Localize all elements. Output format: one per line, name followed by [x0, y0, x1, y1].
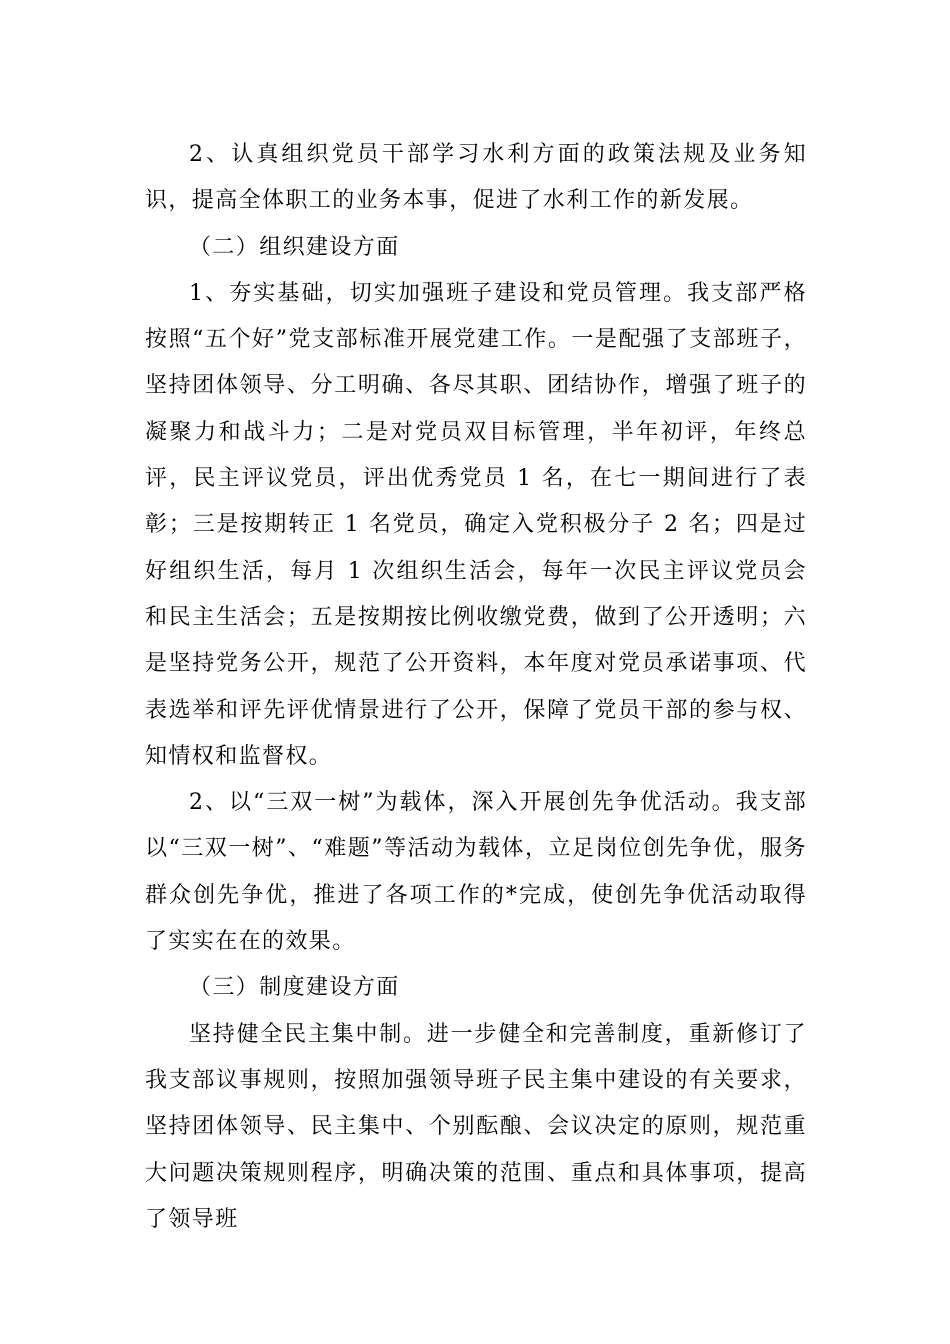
document-body [145, 132, 807, 1243]
paragraph-study-policy: 2、认真组织党员干部学习水利方面的政策法规及业务知识，提高全体职工的业务本事，促进了水利工作的新发展。 [145, 142, 807, 214]
paragraph-democratic-centralism: 坚持健全民主集中制。进一步健全和完善制度，重新修订了我支部议事规则，按照加强领导班子民主集中建设的有关要求，坚持团体领导、民主集中、个别酝酿、会议决定的原则，规范重大问题决策规则程序，明确决策的范围、重点和具体事项，提高了领导班 [145, 1021, 807, 1232]
paragraph-team-building: 1、夯实基础，切实加强班子建设和党员管理。我支部严格按照“五个好”党支部标准开展党建工作。一是配强了支部班子，坚持团体领导、分工明确、各尽其职、团结协作，增强了班子的凝聚力和战斗力；二是对党员双目标管理，半年初评，年终总评，民主评议党员，评出优秀党员 1 名，在七一期间进行了表彰；三是按期转正 1 名党员，确定入党积极分子 2 名；四是过好组织生活，每月 1 次组织生活会，每年一次民主评议党员会和民主生活会；五是按期按比例收缴党费，做到了公开透明；六是坚持党务公开，规范了公开资料，本年度对党员承诺事项、代表选举和评先评优情景进行了公开，保障了党员干部的参与权、知情权和监督权。 [145, 280, 807, 769]
section-heading-organization: （二）组织建设方面 [189, 234, 400, 260]
section-heading-system: （三）制度建设方面 [189, 975, 400, 1001]
paragraph-excellence-campaign: 2、以“三双一树”为载体，深入开展创先争优活动。我支部以“三双一树”、“难题”等活动为载体，立足岗位创先争优，服务群众创先争优，推进了各项工作的*完成，使创先争优活动取得了实实在在的效果。 [145, 790, 807, 955]
